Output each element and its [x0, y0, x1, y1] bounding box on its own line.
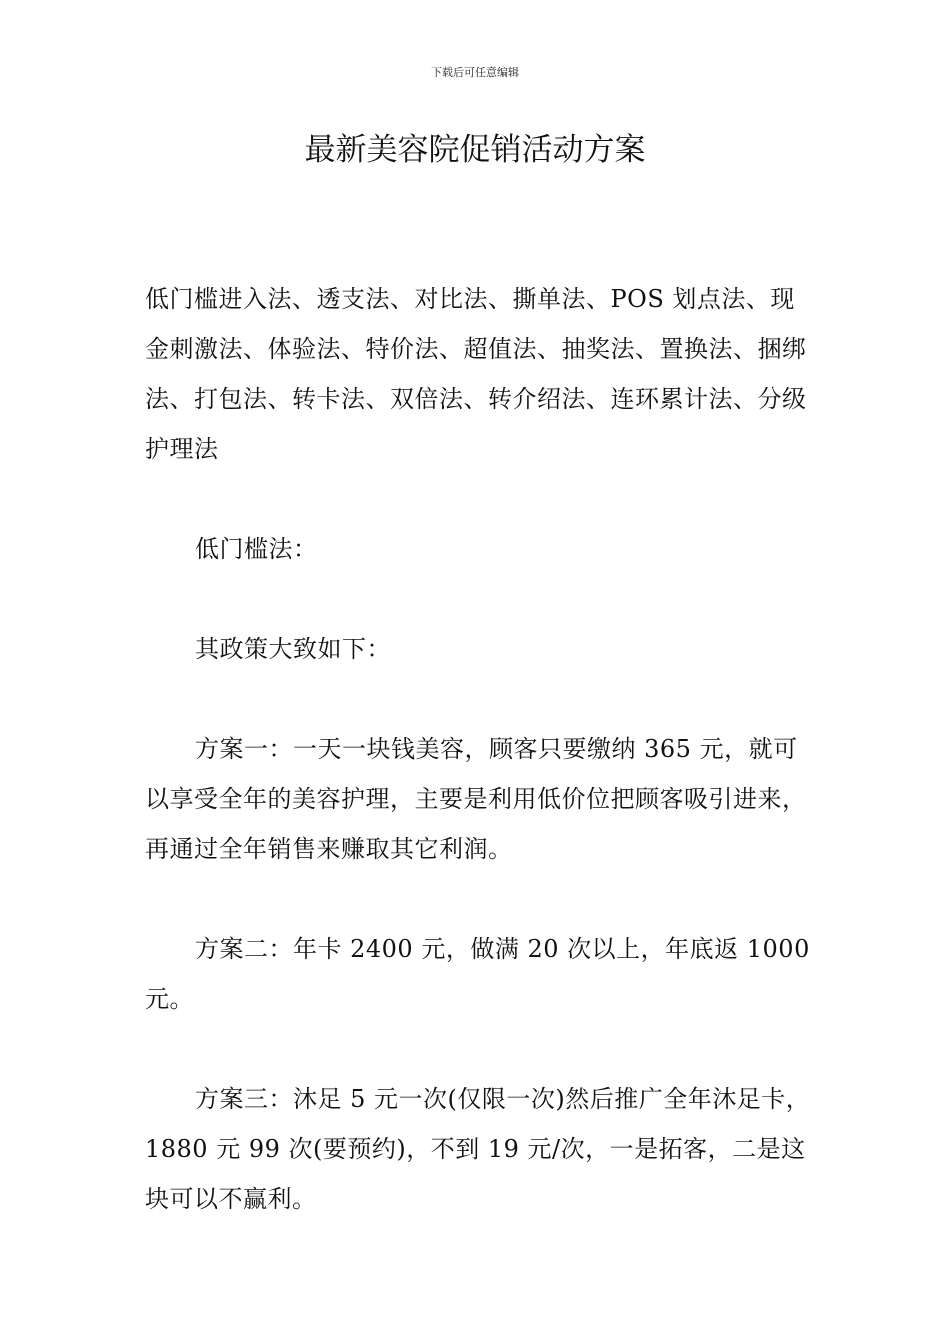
paragraph-methods-list: 低门槛进入法、透支法、对比法、撕单法、POS 划点法、现金刺激法、体验法、特价法、超值法、抽奖法、置换法、捆绑法、打包法、转卡法、双倍法、转介绍法、连环累计法、分级护理法 [145, 285, 807, 463]
paragraph-policy-intro: 其政策大致如下： [195, 635, 391, 663]
paragraph-low-threshold-heading: 低门槛法： [195, 535, 318, 563]
paragraph-plan-three: 方案三：沐足 5 元一次(仅限一次)然后推广全年沐足卡，1880 元 99 次(要预约)，不到 19 元/次，一是拓客，二是这块可以不赢利。 [145, 1085, 811, 1213]
paragraph-plan-two: 方案二：年卡 2400 元，做满 20 次以上，年底返 1000 元。 [145, 935, 810, 1013]
document-title: 最新美容院促销活动方案 [304, 132, 646, 168]
paragraph-plan-one: 方案一：一天一块钱美容，顾客只要缴纳 365 元，就可以享受全年的美容护理，主要是利用低价位把顾客吸引进来，再通过全年销售来赚取其它利润。 [145, 735, 807, 863]
header-note: 下载后可任意编辑 [431, 66, 519, 79]
